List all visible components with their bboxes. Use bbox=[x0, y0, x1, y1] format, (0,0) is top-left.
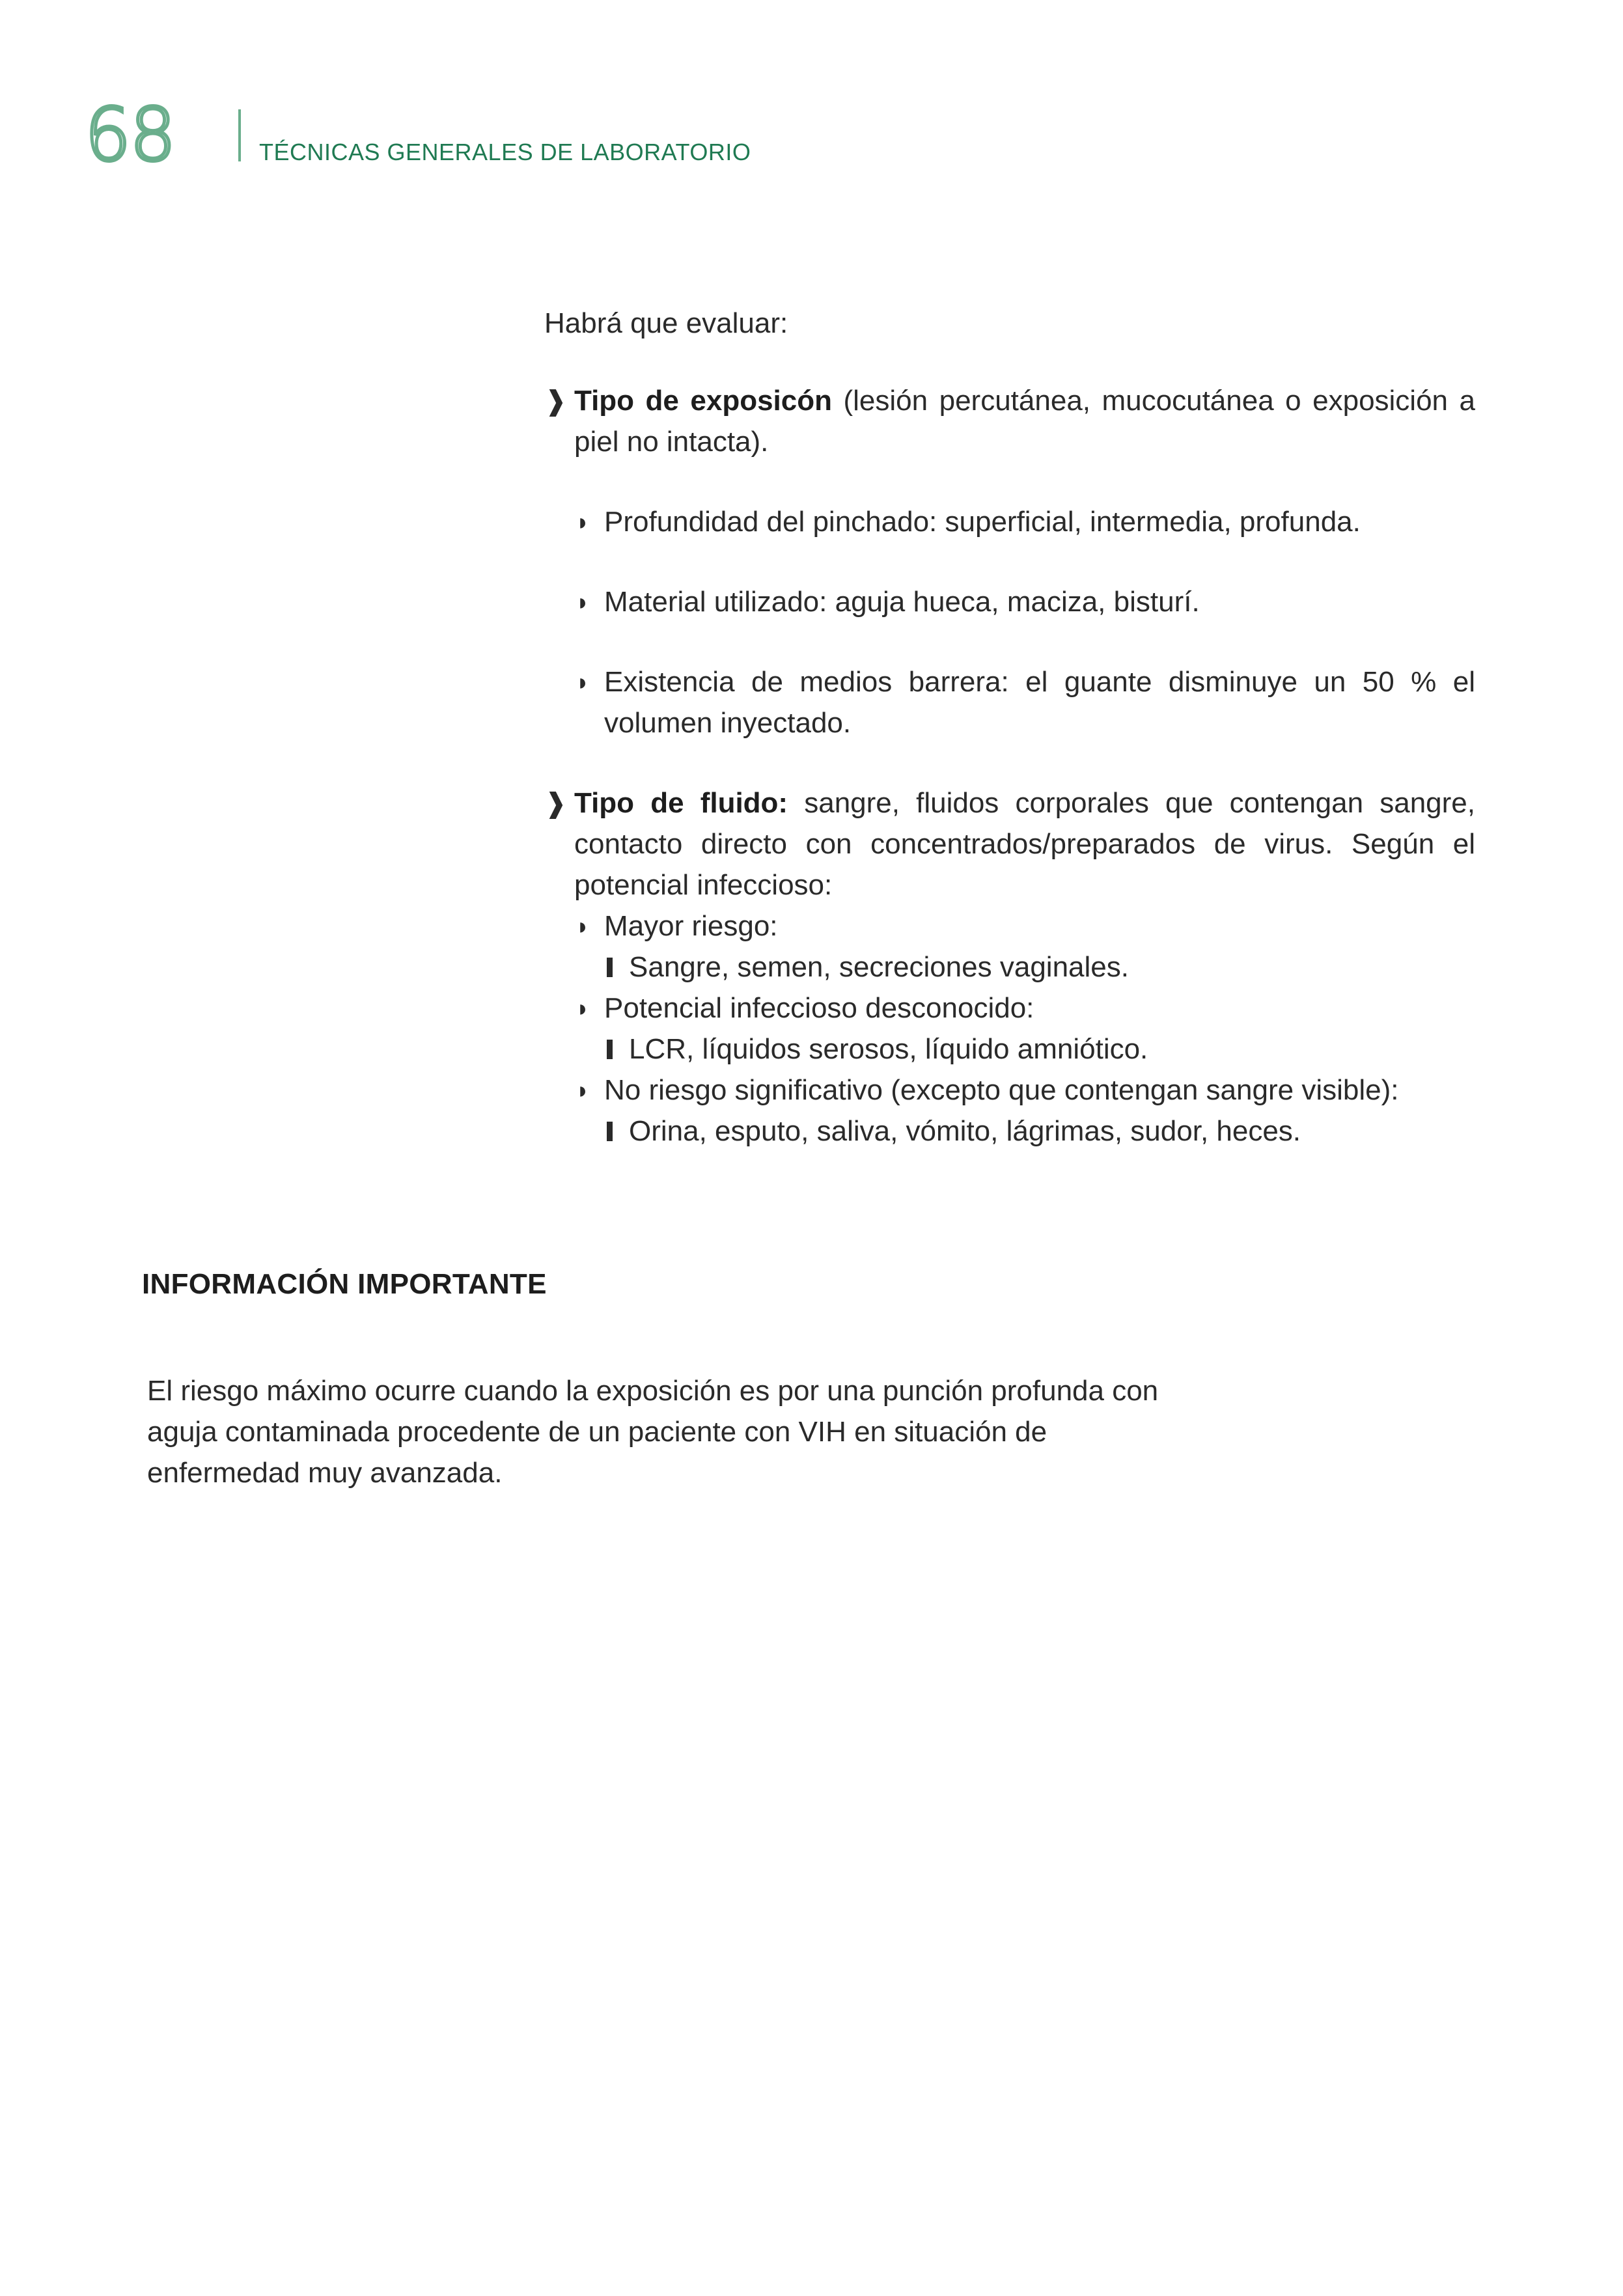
bullet-half-circle-icon: ◗ bbox=[576, 669, 590, 695]
list-item-exposure-type bbox=[544, 380, 1475, 462]
sub-item-high-risk bbox=[574, 906, 1475, 947]
bullet-half-circle-icon: ◗ bbox=[576, 588, 590, 615]
sub-item-text: Material utilizado: aguja hueca, maciza, bisturí. bbox=[604, 586, 1200, 618]
bullet-bar-icon bbox=[607, 1040, 613, 1059]
bullet-bar-icon bbox=[607, 1122, 613, 1141]
info-body: El riesgo máximo ocurre cuando la exposición es por una punción profunda con aguja contaminada procedente de un paciente con VIH en situación de enfermedad muy avanzada. bbox=[147, 1375, 1159, 1489]
sub-item-text: No riesgo significativo (excepto que contengan sangre visible): bbox=[604, 1074, 1399, 1106]
bullet-half-circle-icon: ◗ bbox=[576, 508, 590, 535]
item-text: sangre, fluidos corporales que contengan sangre, contacto directo con concentrados/preparados de virus. Según el potencial infeccioso: bbox=[574, 787, 1475, 901]
detail-item-high-risk bbox=[604, 947, 1475, 988]
item-text: (lesión percutánea, mucocutánea o exposición a piel no intacta). bbox=[574, 385, 1475, 458]
detail-item-no-risk bbox=[604, 1111, 1475, 1152]
bullet-bar-icon bbox=[607, 958, 613, 977]
sub-item-text: Existencia de medios barrera: el guante disminuye un 50 % el volumen inyectado. bbox=[604, 666, 1475, 739]
item-title: Tipo de fluido: bbox=[574, 787, 788, 819]
sub-item-no-risk bbox=[574, 1070, 1475, 1111]
detail-text: LCR, líquidos serosos, líquido amniótico. bbox=[629, 1033, 1148, 1065]
detail-text: Sangre, semen, secreciones vaginales. bbox=[629, 951, 1129, 983]
main-content bbox=[544, 303, 1475, 1152]
page-number: 68 bbox=[85, 93, 175, 178]
list-item-fluid-type bbox=[544, 782, 1475, 906]
sub-item-text: Profundidad del pinchado: superficial, intermedia, profunda. bbox=[604, 506, 1361, 538]
bullet-half-circle-icon: ◗ bbox=[576, 913, 590, 939]
header-divider bbox=[238, 109, 241, 161]
sub-item-barrier bbox=[574, 661, 1475, 743]
sub-item-text: Potencial infeccioso desconocido: bbox=[604, 992, 1034, 1024]
detail-text: Orina, esputo, saliva, vómito, lágrimas, sudor, heces. bbox=[629, 1115, 1301, 1147]
info-heading: INFORMACIÓN IMPORTANTE bbox=[142, 1268, 547, 1300]
item-title: Tipo de exposicón bbox=[574, 385, 833, 417]
sub-item-text: Mayor riesgo: bbox=[604, 910, 778, 942]
section-title: TÉCNICAS GENERALES DE LABORATORIO bbox=[259, 139, 751, 165]
bullet-half-circle-icon: ◗ bbox=[576, 995, 590, 1021]
bullet-chevron-icon: ❱ bbox=[544, 385, 568, 416]
intro-text: Habrá que evaluar: bbox=[544, 307, 788, 339]
bullet-chevron-icon: ❱ bbox=[544, 788, 568, 818]
sub-item-depth bbox=[574, 501, 1475, 542]
sub-item-unknown-risk bbox=[574, 988, 1475, 1029]
bullet-half-circle-icon: ◗ bbox=[576, 1077, 590, 1103]
detail-item-unknown-risk bbox=[604, 1029, 1475, 1070]
sub-item-material bbox=[574, 581, 1475, 622]
